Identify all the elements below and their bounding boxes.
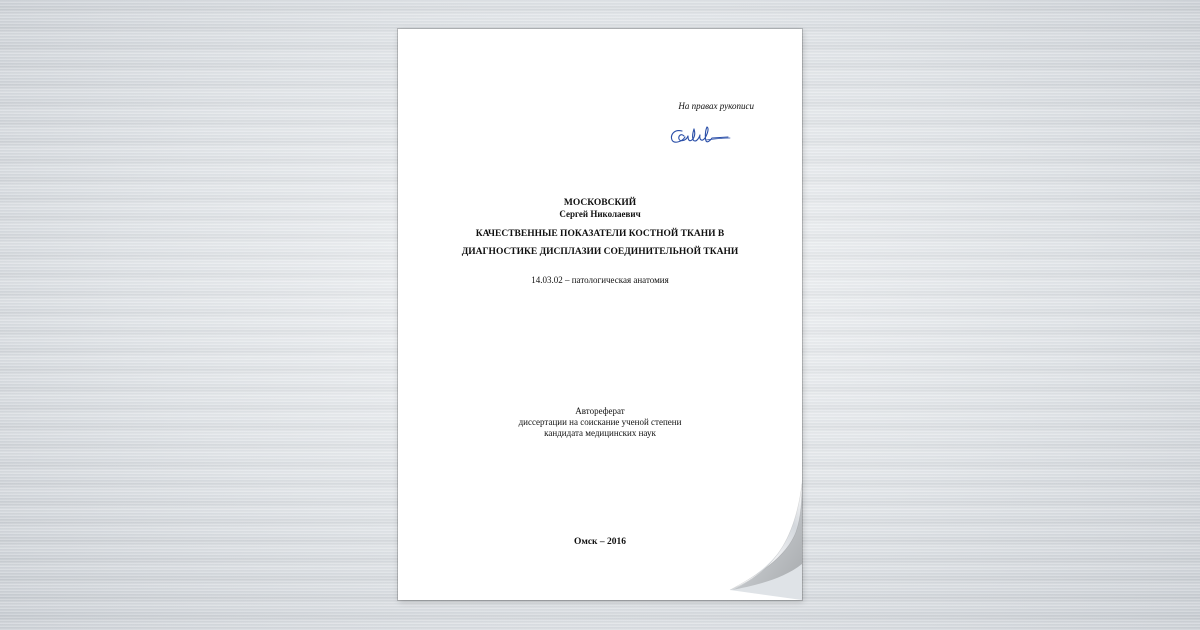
place-and-year: Омск – 2016: [573, 537, 627, 547]
header-note: На правах рукописи: [678, 101, 754, 111]
author-name: Сергей Николаевич: [559, 209, 641, 219]
author-surname: МОСКОВСКИЙ: [563, 198, 637, 208]
abstract-type: Автореферат: [575, 406, 625, 416]
document-page: [398, 29, 802, 600]
abstract-purpose: диссертации на соискание ученой степени: [518, 417, 682, 427]
page-curl-icon: [722, 480, 802, 600]
thesis-title-line: ДИАГНОСТИКЕ ДИСПЛАЗИИ СОЕДИНИТЕЛЬНОЙ ТКАНИ: [461, 247, 739, 257]
thesis-title-line: КАЧЕСТВЕННЫЕ ПОКАЗАТЕЛИ КОСТНОЙ ТКАНИ В: [475, 229, 725, 239]
abstract-degree: кандидата медицинских наук: [544, 428, 656, 438]
handwritten-signature-icon: [668, 123, 732, 147]
specialty-code: 14.03.02 – патологическая анатомия: [531, 275, 669, 285]
